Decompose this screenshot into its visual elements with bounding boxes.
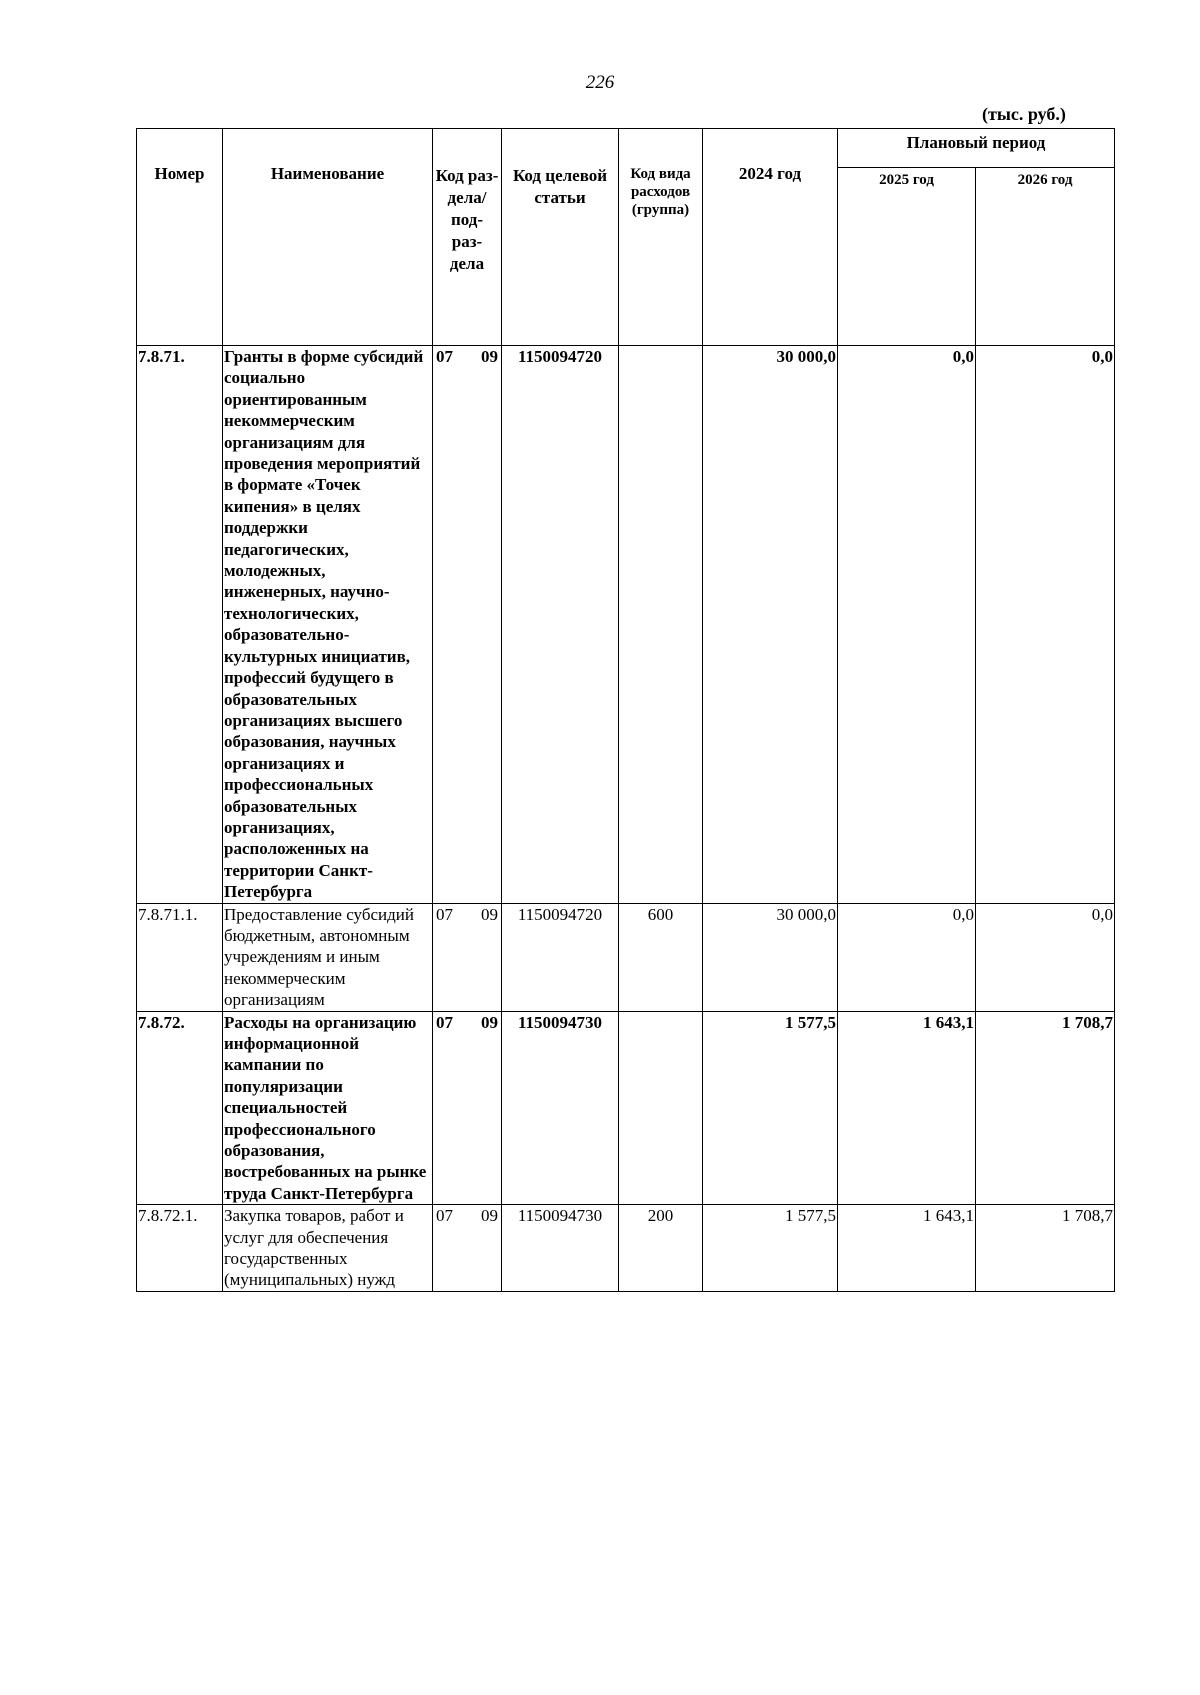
row-2024: 1 577,5	[703, 1205, 838, 1292]
podrazdel: 09	[481, 1206, 498, 1226]
row-razdel	[433, 346, 502, 904]
header-name: Наименование	[223, 129, 433, 346]
row-2026: 1 708,7	[976, 1205, 1115, 1292]
row-2024: 30 000,0	[703, 903, 838, 1011]
row-2024: 1 577,5	[703, 1011, 838, 1205]
row-2024: 30 000,0	[703, 346, 838, 904]
razdel: 07	[436, 904, 453, 924]
row-razdel	[433, 1205, 502, 1292]
row-razdel	[433, 1011, 502, 1205]
units-label: (тыс. руб.)	[982, 104, 1066, 124]
header-kod-celevoi: Код целевой статьи	[502, 129, 619, 346]
page-number: 226	[585, 72, 615, 93]
row-2026: 0,0	[976, 903, 1115, 1011]
header-2024: 2024 год	[703, 129, 838, 346]
row-name: Гранты в форме субсидий социально ориентированным некоммерческим организациям для проведения мероприятий в формате «Точек кипения» в целях поддержки педагогических, молодежных, инженерных, научно-технологических, образовательно-культурных инициатив, профессий будущего в образовательных организациях высшего образования, научных организациях и профессиональных образовательных организациях, расположенных на территории Санкт-Петербурга	[223, 346, 433, 904]
row-celevaya: 1150094730	[502, 1205, 619, 1292]
header-2025: 2025 год	[838, 168, 976, 346]
row-vid: 600	[619, 903, 703, 1011]
row-nomer: 7.8.71.	[137, 346, 223, 904]
razdel: 07	[436, 1012, 453, 1032]
row-nomer: 7.8.71.1.	[137, 903, 223, 1011]
podrazdel: 09	[481, 1012, 498, 1032]
row-2026: 1 708,7	[976, 1011, 1115, 1205]
budget-table	[136, 128, 1115, 1292]
row-2025: 0,0	[838, 903, 976, 1011]
podrazdel: 09	[481, 347, 498, 366]
row-vid: 200	[619, 1205, 703, 1292]
row-nomer: 7.8.72.	[137, 1011, 223, 1205]
header-nomer: Номер	[137, 129, 223, 346]
table-row	[137, 346, 1115, 904]
table-row	[137, 1205, 1115, 1292]
row-2025: 1 643,1	[838, 1011, 976, 1205]
header-plan-period: Плановый период	[838, 129, 1115, 168]
row-2025: 0,0	[838, 346, 976, 904]
row-name: Закупка товаров, работ и услуг для обеспечения государственных (муниципальных) нужд	[223, 1205, 433, 1292]
row-celevaya: 1150094730	[502, 1011, 619, 1205]
header-kod-razdela: Код раз- дела/ под- раз- дела	[433, 129, 502, 346]
row-2025: 1 643,1	[838, 1205, 976, 1292]
row-celevaya: 1150094720	[502, 903, 619, 1011]
row-name: Расходы на организацию информационной кампании по популяризации специальностей профессионального образования, востребованных на рынке труда Санкт-Петербурга	[223, 1011, 433, 1205]
razdel: 07	[436, 347, 453, 366]
table-row	[137, 903, 1115, 1011]
row-2026: 0,0	[976, 346, 1115, 904]
table-row	[137, 1011, 1115, 1205]
header-kod-vida: Код вида расходов (группа)	[619, 129, 703, 346]
row-vid	[619, 1011, 703, 1205]
row-vid	[619, 346, 703, 904]
row-nomer: 7.8.72.1.	[137, 1205, 223, 1292]
row-name: Предоставление субсидий бюджетным, автономным учреждениям и иным некоммерческим организациям	[223, 903, 433, 1011]
podrazdel: 09	[481, 904, 498, 924]
row-razdel	[433, 903, 502, 1011]
header-2026: 2026 год	[976, 168, 1115, 346]
razdel: 07	[436, 1206, 453, 1226]
row-celevaya: 1150094720	[502, 346, 619, 904]
